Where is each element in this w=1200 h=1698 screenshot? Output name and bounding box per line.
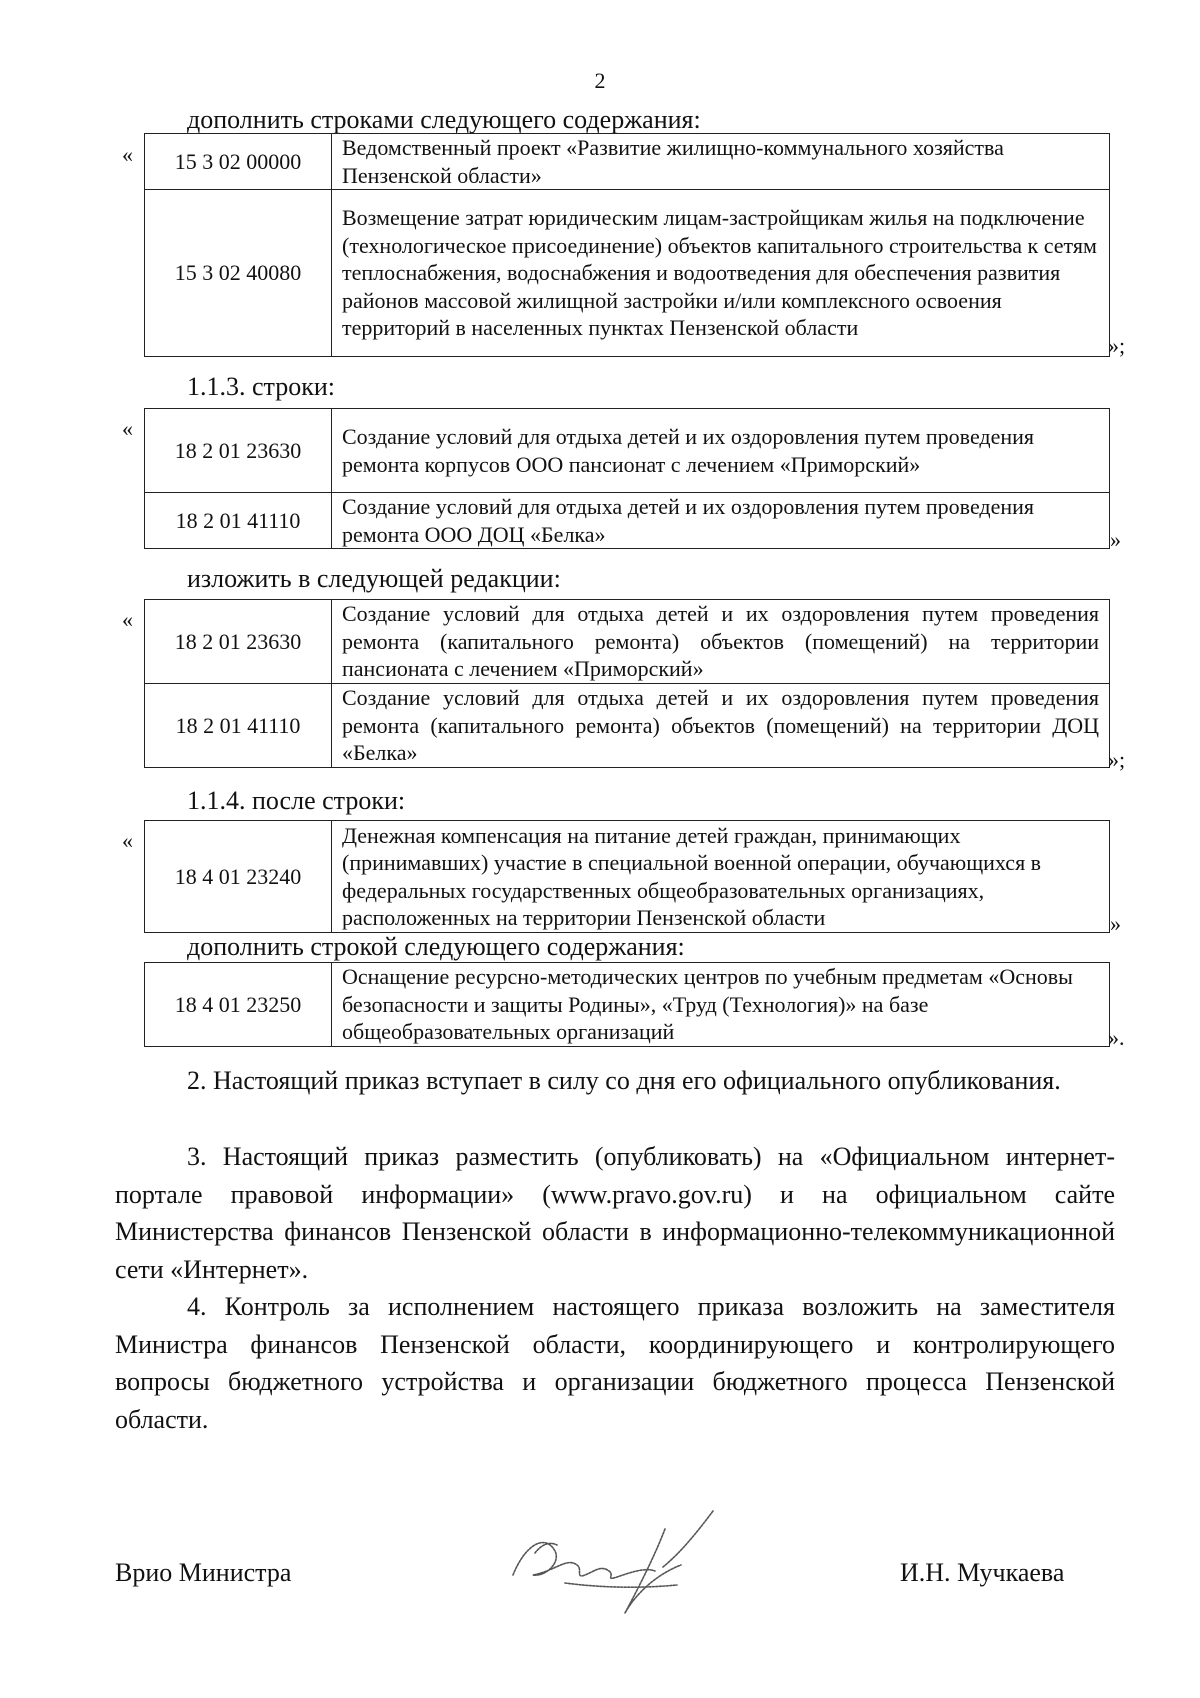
paragraph-3: 3. Настоящий приказ разместить (опубликовать) на «Официальном интернет-портале правовой информации» (www.pravo.gov.ru) и на официальном сайте Министерства финансов Пензенской области в информационно-телекоммуникационной сети «Интернет». [115,1142,1115,1284]
row-code: 15 3 02 00000 [145,134,332,190]
table-row [145,493,1110,549]
section1-close-quote: »; [1108,333,1126,358]
table-row [145,684,1110,768]
table-row [145,409,1110,493]
row-description: Создание условий для отдыха детей и их оздоровления путем проведения ремонта ООО ДОЦ «Белка» [332,493,1110,549]
section5-intro: дополнить строкой следующего содержания: [187,932,685,961]
section4-open-quote: « [122,828,133,853]
section5-table [144,962,1110,1047]
row-description: Возмещение затрат юридическим лицам-застройщикам жилья на подключение (технологическое присоединение) объектов капитального строительства к сетям теплоснабжения, водоснабжения и водоотведения для обеспечения развития районов массовой жилищной застройки и/или комплексного освоения территорий в населенных пунктах Пензенской области [332,190,1110,357]
table-row [145,963,1110,1047]
section1-open-quote: « [122,142,133,167]
row-code: 18 2 01 41110 [145,684,332,768]
signatory-position: Врио Министра [115,1558,292,1587]
section3-open-quote: « [122,607,133,632]
row-code: 18 4 01 23240 [145,821,332,933]
row-code: 18 2 01 23630 [145,409,332,493]
table-row [145,134,1110,190]
handwritten-signature [505,1505,735,1625]
section2-table [144,408,1110,549]
section5-close-quote: ». [1108,1025,1125,1050]
page-number: 2 [594,68,606,93]
section2-intro: 1.1.3. строки: [187,372,335,401]
table-row [145,600,1110,684]
row-description: Ведомственный проект «Развитие жилищно-коммунального хозяйства Пензенской области» [332,134,1110,190]
row-description: Создание условий для отдыха детей и их оздоровления путем проведения ремонта корпусов ООО пансионат с лечением «Приморский» [332,409,1110,493]
section3-close-quote: »; [1108,747,1126,772]
paragraph-2: 2. Настоящий приказ вступает в силу со дня его официального опубликования. [187,1066,1061,1095]
section3-intro: изложить в следующей редакции: [187,564,561,593]
row-description: Создание условий для отдыха детей и их оздоровления путем проведения ремонта (капитального ремонта) объектов (помещений) на территории пансионата с лечением «Приморский» [332,600,1110,684]
paragraph-4: 4. Контроль за исполнением настоящего приказа возложить на заместителя Министра финансов Пензенской области, координирующего и контролирующего вопросы бюджетного устройства и организации бюджетного процесса Пензенской области. [115,1292,1115,1434]
section4-table [144,820,1110,933]
row-description: Создание условий для отдыха детей и их оздоровления путем проведения ремонта (капитального ремонта) объектов (помещений) на территории ДОЦ «Белка» [332,684,1110,768]
table-row [145,821,1110,933]
row-code: 18 2 01 23630 [145,600,332,684]
section1-intro: дополнить строками следующего содержания: [187,105,701,134]
section2-close-quote: » [1110,527,1121,552]
row-description: Денежная компенсация на питание детей граждан, принимающих (принимавших) участие в специальной военной операции, обучающихся в федеральных государственных общеобразовательных организациях, расположенных на территории Пензенской области [332,821,1110,933]
signatory-name: И.Н. Мучкаева [900,1558,1065,1587]
table-row [145,190,1110,357]
row-description: Оснащение ресурсно-методических центров по учебным предметам «Основы безопасности и защиты Родины», «Труд (Технология)» на базе общеобразовательных организаций [332,963,1110,1047]
section2-open-quote: « [122,416,133,441]
section3-table [144,599,1110,768]
section4-intro: 1.1.4. после строки: [187,786,406,815]
section4-close-quote: » [1110,911,1121,936]
section1-table [144,133,1110,357]
row-code: 15 3 02 40080 [145,190,332,357]
row-code: 18 2 01 41110 [145,493,332,549]
row-code: 18 4 01 23250 [145,963,332,1047]
